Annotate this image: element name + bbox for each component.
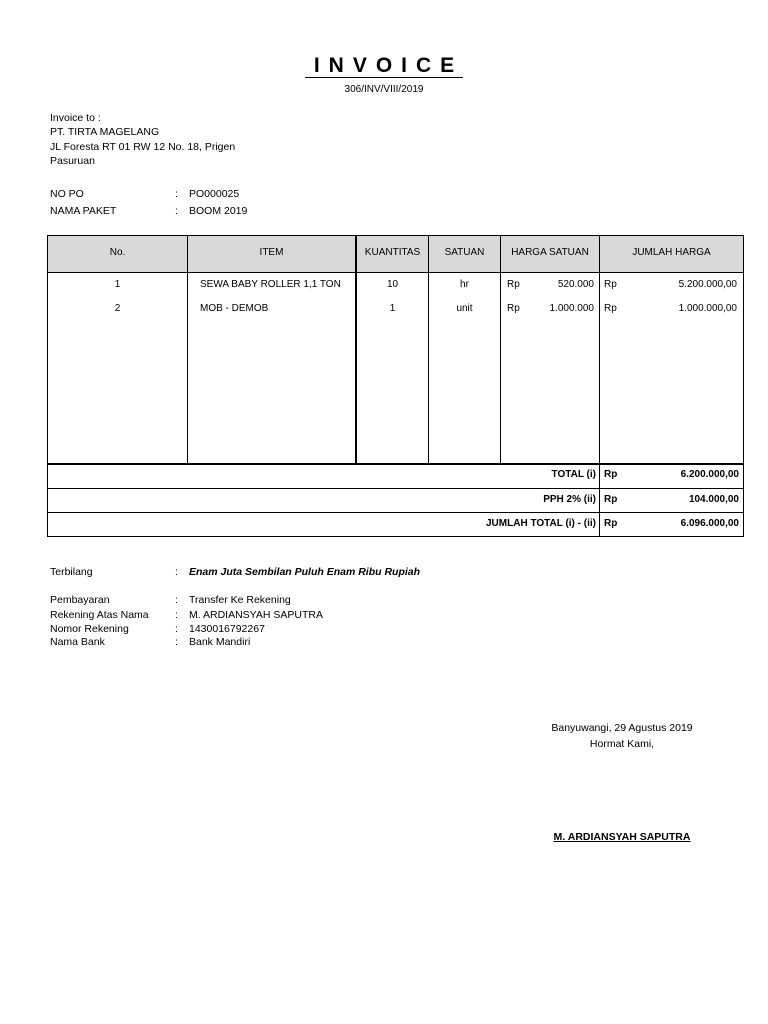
table-row-2-unit: unit <box>456 303 473 314</box>
summary-grand-currency: Rp <box>604 518 618 529</box>
invoice-number: 306/INV/VIII/2019 <box>344 84 424 95</box>
header-qty: KUANTITAS <box>364 247 421 258</box>
header-no: No. <box>109 247 126 258</box>
header-price: HARGA SATUAN <box>511 247 589 258</box>
table-row-2-item: MOB - DEMOB <box>200 303 269 314</box>
summary-total-currency: Rp <box>604 469 618 480</box>
summary-pph-value: 104.000,00 <box>688 494 739 505</box>
no-po-label: NO PO <box>50 188 84 200</box>
nama-paket-value: BOOM 2019 <box>189 205 248 217</box>
table-row-2-qty: 1 <box>389 303 396 314</box>
nama-bank-colon: : <box>175 636 178 648</box>
terbilang-label: Terbilang <box>50 566 93 578</box>
place-date: Banyuwangi, 29 Agustus 2019 <box>551 722 693 734</box>
nama-paket-colon: : <box>175 205 178 217</box>
table-row-1-price: 520.000 <box>557 279 594 290</box>
table-row-2-price: 1.000.000 <box>549 303 594 314</box>
row-divider <box>48 512 743 513</box>
no-po-value: PO000025 <box>189 188 240 200</box>
invoice-to-label: Invoice to : <box>50 112 101 124</box>
nomor-rekening-value: 1430016792267 <box>189 623 265 635</box>
recipient-company: PT. TIRTA MAGELANG <box>50 126 160 138</box>
summary-total-label: TOTAL (i) <box>551 469 596 480</box>
summary-grand-label: JUMLAH TOTAL (i) - (ii) <box>486 518 596 529</box>
invoice-table <box>47 235 744 537</box>
nama-paket-label: NAMA PAKET <box>50 205 117 217</box>
summary-pph-currency: Rp <box>604 494 618 505</box>
terbilang-colon: : <box>175 566 178 578</box>
table-row-1-qty: 10 <box>386 279 399 290</box>
table-row-1-unit: hr <box>460 279 469 290</box>
signatory-name: M. ARDIANSYAH SAPUTRA <box>553 831 691 843</box>
table-row-2-price-currency: Rp <box>507 303 520 314</box>
atas-nama-label: Rekening Atas Nama <box>50 609 149 621</box>
atas-nama-value: M. ARDIANSYAH SAPUTRA <box>189 609 323 621</box>
pembayaran-colon: : <box>175 594 178 606</box>
nomor-rekening-colon: : <box>175 623 178 635</box>
table-row-1-total-currency: Rp <box>604 279 617 290</box>
greeting: Hormat Kami, <box>589 738 655 750</box>
summary-grand-value: 6.096.000,00 <box>680 518 739 529</box>
header-unit: SATUAN <box>444 247 485 258</box>
table-row-2-total: 1.000.000,00 <box>678 303 737 314</box>
nama-bank-value: Bank Mandiri <box>189 636 251 648</box>
row-divider <box>48 488 743 489</box>
row-divider <box>48 463 743 465</box>
nama-bank-label: Nama Bank <box>50 636 105 648</box>
header-item: ITEM <box>259 247 284 258</box>
table-row-1-price-currency: Rp <box>507 279 520 290</box>
terbilang-value: Enam Juta Sembilan Puluh Enam Ribu Rupiah <box>189 566 421 578</box>
nomor-rekening-label: Nomor Rekening <box>50 623 129 635</box>
pembayaran-label: Pembayaran <box>50 594 110 606</box>
invoice-title: INVOICE <box>0 54 768 78</box>
summary-pph-label: PPH 2% (ii) <box>543 494 596 505</box>
pembayaran-value: Transfer Ke Rekening <box>189 594 291 606</box>
atas-nama-colon: : <box>175 609 178 621</box>
table-row-2-no: 2 <box>114 303 121 314</box>
header-total: JUMLAH HARGA <box>632 247 711 258</box>
table-row-1-total: 5.200.000,00 <box>678 279 737 290</box>
table-row-2-total-currency: Rp <box>604 303 617 314</box>
table-row-1-no: 1 <box>114 279 121 290</box>
no-po-colon: : <box>175 188 178 200</box>
table-row-1-item: SEWA BABY ROLLER 1,1 TON <box>200 279 341 290</box>
summary-total-value: 6.200.000,00 <box>680 469 739 480</box>
col-divider <box>599 236 600 536</box>
recipient-address-line1: JL Foresta RT 01 RW 12 No. 18, Prigen <box>50 141 236 153</box>
recipient-address-line2: Pasuruan <box>50 155 95 167</box>
